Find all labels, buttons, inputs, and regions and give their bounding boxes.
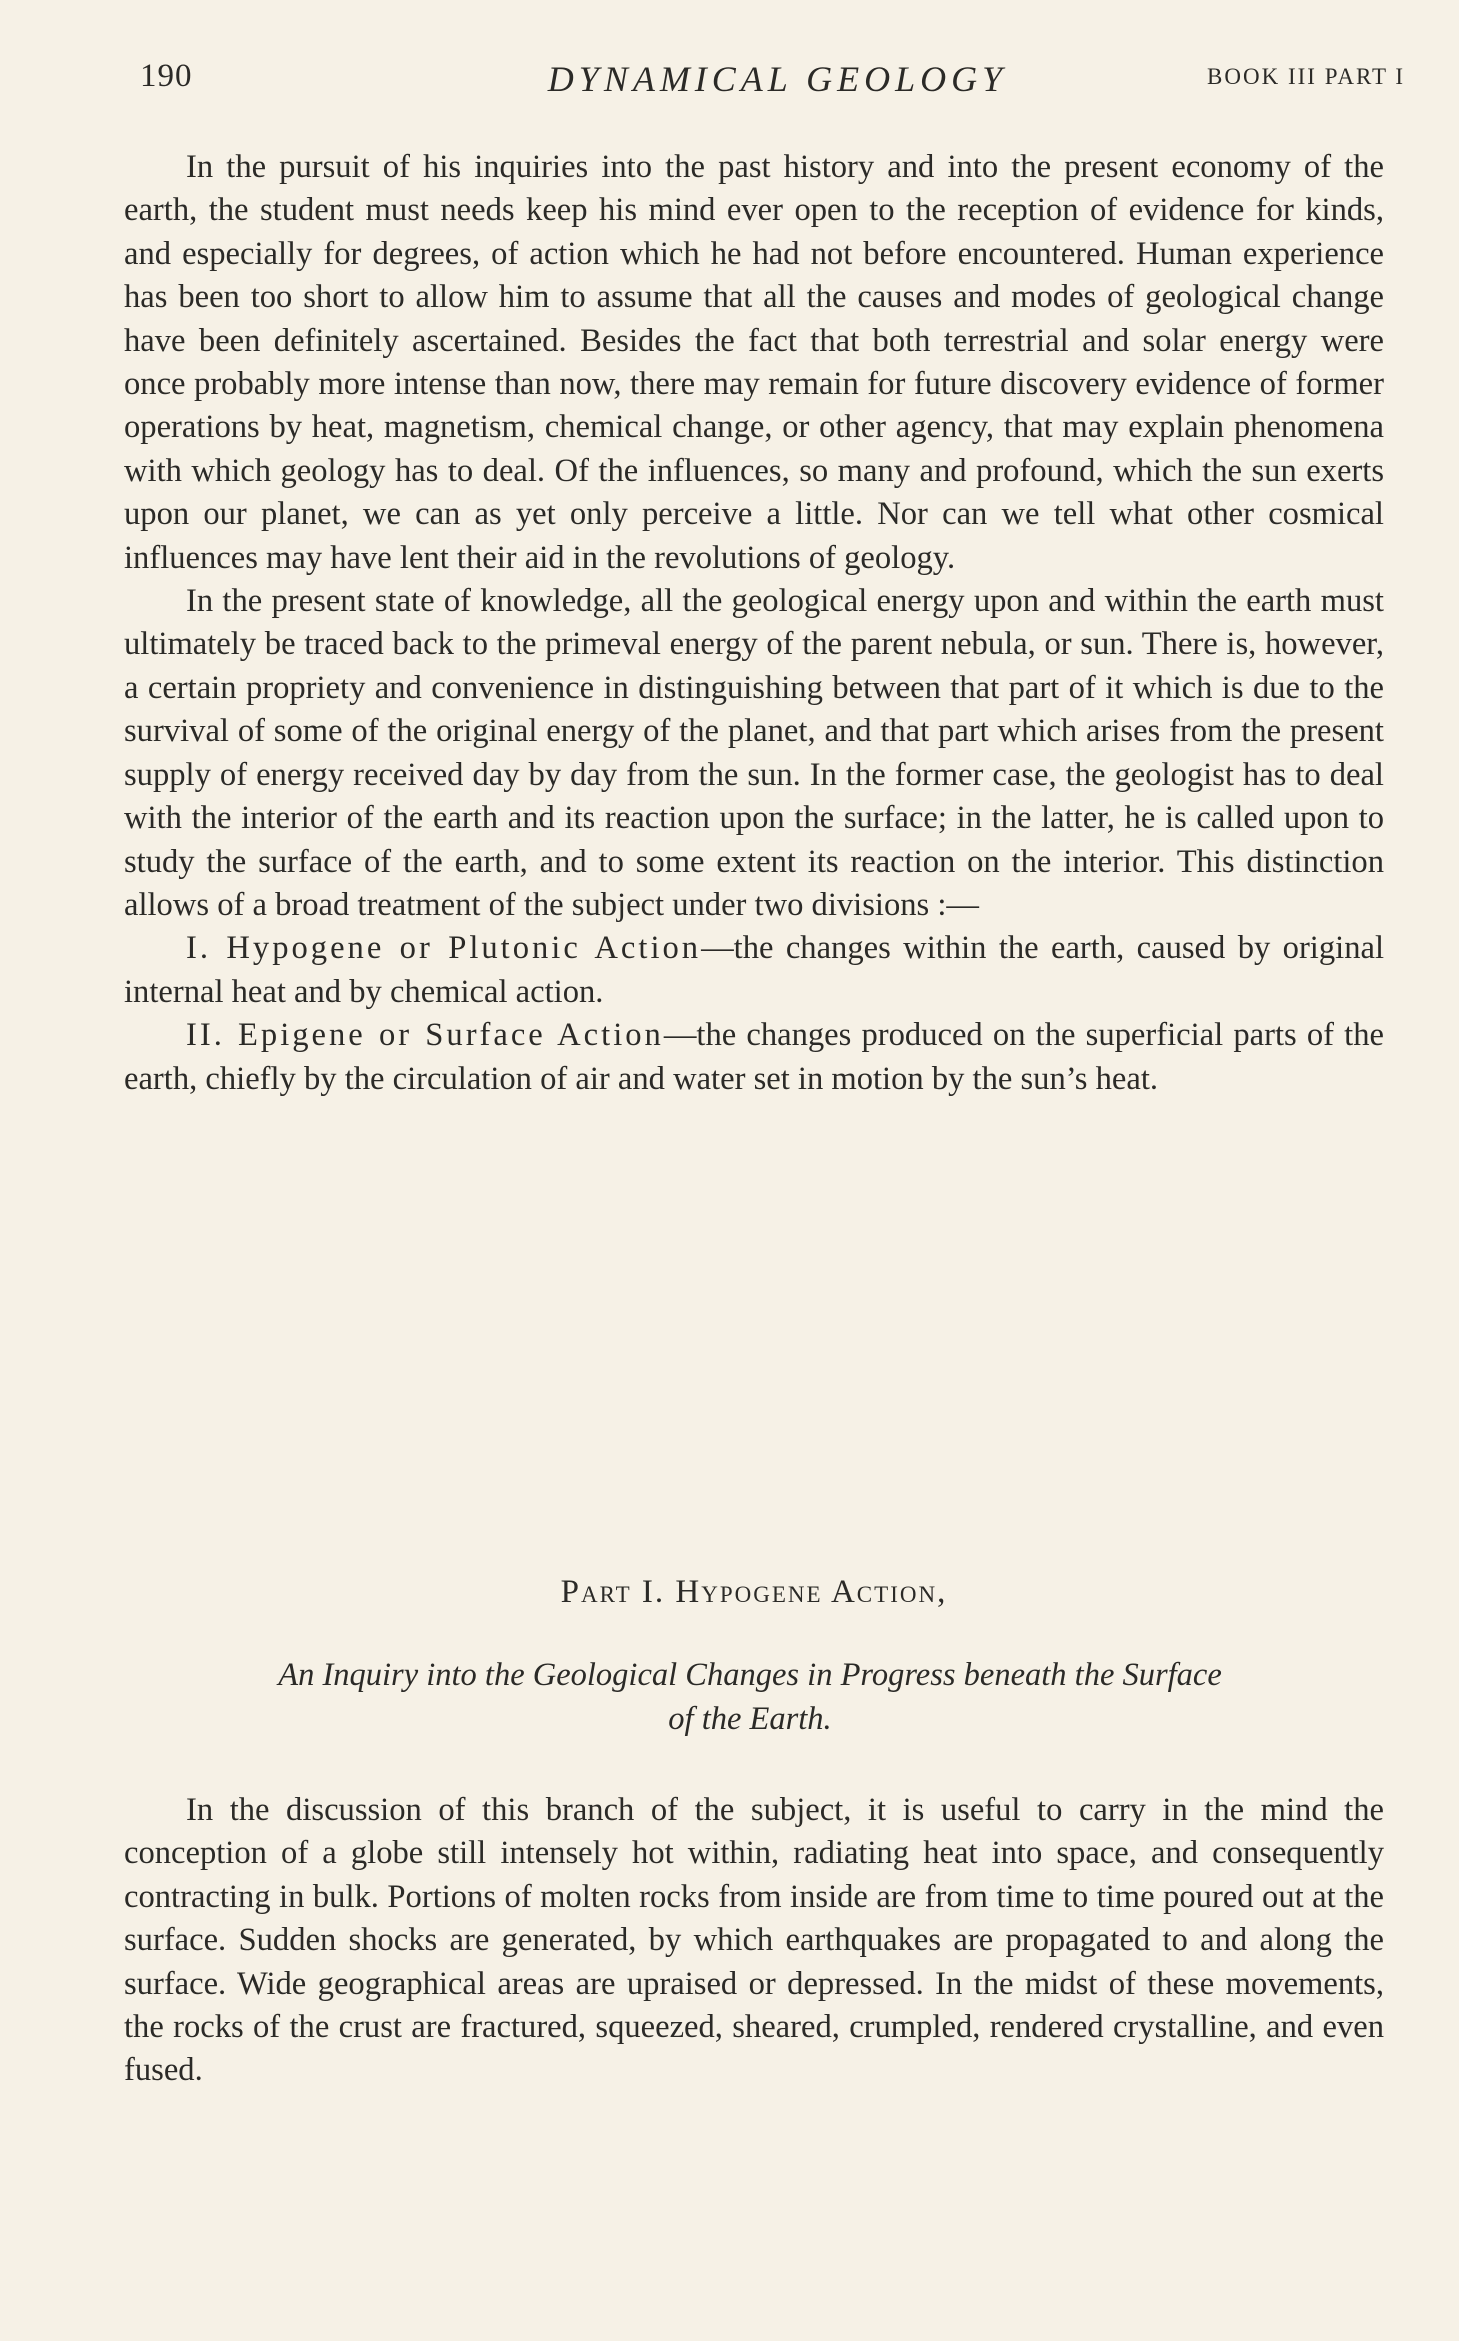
part-subtitle (180, 1653, 1320, 1741)
part-subtitle-line-2: of the Earth. (668, 1701, 832, 1737)
page-number: 190 (140, 58, 193, 94)
division-hypogene-text: —the changes within the earth, caused by original internal heat and by chemical action. (124, 930, 1384, 1010)
division-epigene-label: II. Epigene or Surface Action (186, 1017, 664, 1054)
running-head (140, 58, 1405, 98)
part-heading: Part I. Hypogene Action, (560, 1574, 948, 1610)
part-subtitle-line-1: An Inquiry into the Geological Changes in Progress beneath the Surface (278, 1657, 1222, 1693)
main-text (124, 146, 1384, 1101)
hypogene-text (124, 1789, 1384, 2093)
division-hypogene-label: I. Hypogene or Plutonic Action (186, 930, 702, 967)
paragraph-future-discovery: In the pursuit of his inquiries into the past history and into the present economy of the earth, the student must needs keep his mind ever open to the reception of evidence for kinds, and especially for degrees, of action which he had not before encountered. Human experience has been too short to allow him to assume that all the causes and modes of geological change have been definitely ascertained. Besides the fact that both terrestrial and solar energy were once probably more intense than now, there may remain for future discovery evidence of former operations by heat, magnetism, chemical change, or other agency, that may explain phenomena with which geology has to deal. Of the influences, so many and profound, which the sun exerts upon our planet, we can as yet only perceive a little. Nor can we tell what other cosmical influences may have lent their aid in the revolutions of geology. (124, 149, 1384, 576)
division-hypogene (124, 927, 1384, 1014)
book-part-label: BOOK III PART I (1207, 64, 1405, 89)
paragraph-geological-energy: In the present state of knowledge, all the geological energy upon and within the earth must ultimately be traced back to the primeval energy of the parent nebula, or sun. There is, however, a certain propriety and convenience in distinguishing between that part of it which is due to the survival of some of the original energy of the planet, and that part which arises from the present supply of energy received day by day from the sun. In the former case, the geologist has to deal with the interior of the earth and its reaction upon the surface; in the latter, he is called upon to study the surface of the earth, and to some extent its reaction on the interior. This distinction allows of a broad treatment of the subject under two divisions :— (124, 583, 1384, 923)
running-title: DYNAMICAL GEOLOGY (547, 59, 1008, 99)
paragraph-hypogene-discussion: In the discussion of this branch of the subject, it is useful to carry in the mind the conception of a globe still intensely hot within, radiating heat into space, and consequently contracting in bulk. Portions of molten rocks from inside are from time to time poured out at the surface. Sudden shocks are generated, by which earthquakes are propagated to and along the surface. Wide geographical areas are upraised or depressed. In the midst of these movements, the rocks of the crust are fractured, squeezed, sheared, crumpled, rendered crystalline, and even fused. (124, 1792, 1384, 2089)
division-epigene-text: —the changes produced on the superficial parts of the earth, chiefly by the circulation of air and water set in motion by the sun’s heat. (124, 1017, 1384, 1097)
division-epigene (124, 1014, 1384, 1101)
